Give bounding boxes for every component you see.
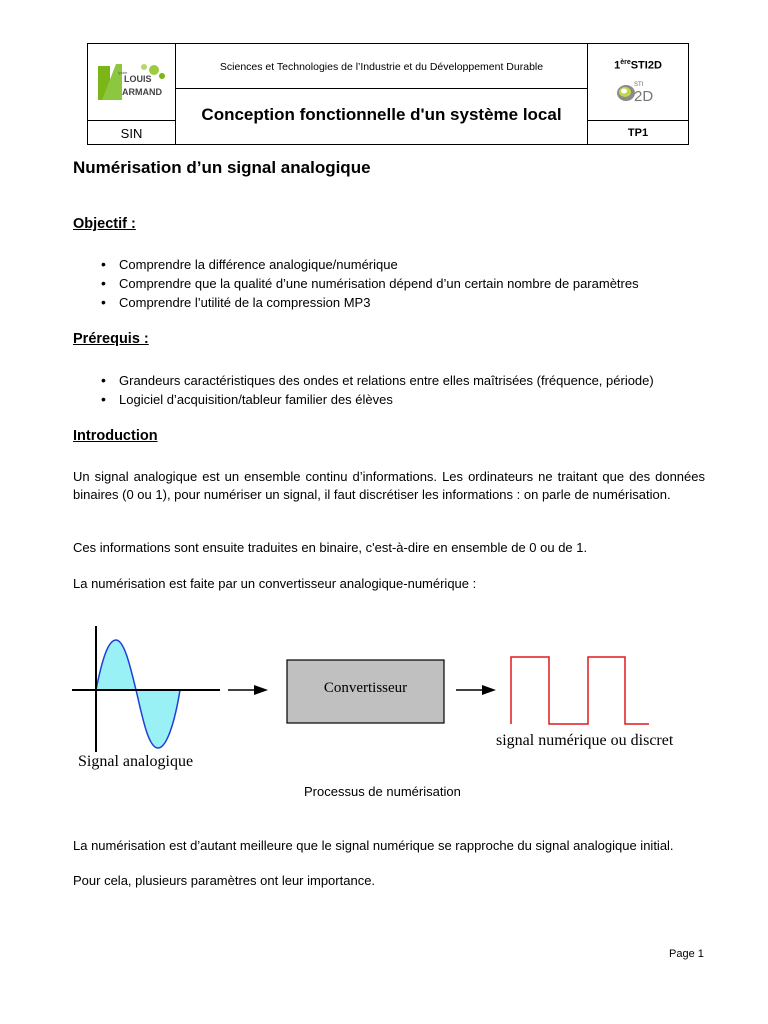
digital-signal-label: signal numérique ou discret (496, 732, 674, 749)
header-table (87, 43, 689, 145)
page-title: Numérisation d’un signal analogique (73, 158, 371, 177)
intro-paragraph-1: Un signal analogique est un ensemble continu d’informations. Les ordinateurs ne traitant que des données binaires (0 ou 1), pour numériser un signal, il faut discrétiser les informations : on parle de numérisation. (73, 469, 705, 502)
converter-label: Convertisseur (323, 680, 408, 696)
level-cell (587, 43, 689, 121)
list-item: • Comprendre l’utilité de la compression MP3 (73, 293, 639, 312)
sti2d-logo (614, 78, 674, 104)
page-number: Page 1 (669, 948, 704, 960)
title-cell (175, 88, 588, 145)
objectif-list (73, 255, 639, 312)
prerequis-heading: Prérequis : (73, 331, 149, 347)
tp-cell (587, 120, 689, 145)
section-label: SIN (120, 126, 143, 141)
arrow-to-converter (228, 685, 268, 695)
intro-paragraph-3: La numérisation est faite par un convertisseur analogique-numérique : (73, 576, 477, 591)
twod-text: 2D (634, 88, 654, 104)
list-item: • Comprendre que la qualité d’une numérisation dépend d’un certain nombre de paramètres (73, 274, 639, 293)
level-rest: STI2D (630, 59, 662, 72)
level-sup: ère (620, 59, 631, 66)
header-title: Conception fonctionnelle d'un système local (201, 105, 562, 124)
arrow-to-digital (456, 685, 496, 695)
school-logo (98, 62, 168, 104)
logo-text-louis: LOUIS (124, 74, 152, 84)
analog-signal-label: Signal analogique (78, 753, 194, 770)
tp-label: TP1 (627, 127, 649, 139)
list-item: • Grandeurs caractéristiques des ondes et relations entre elles maîtrisées (fréquence, période) (73, 371, 654, 390)
introduction-heading: Introduction (73, 428, 158, 444)
level-num: 1 (614, 59, 621, 72)
digital-signal (511, 657, 649, 724)
header-subtitle: Sciences et Technologies de l’Industrie et du Développement Durable (219, 61, 544, 73)
analog-signal-graph (72, 626, 220, 752)
section-cell (87, 120, 176, 145)
diagram-caption: Processus de numérisation (304, 784, 461, 799)
logo-text-lycee: lycée (118, 70, 128, 75)
prerequis-list (73, 371, 654, 409)
subtitle-cell (175, 43, 588, 89)
list-item: • Logiciel d’acquisition/tableur familier des élèves (73, 390, 654, 409)
logo-cell (87, 43, 176, 121)
sti-text: STI (634, 82, 644, 88)
analog-wave-fill (96, 640, 180, 748)
list-item: • Comprendre la différence analogique/numérique (73, 255, 639, 274)
level-label (588, 59, 688, 72)
objectif-heading: Objectif : (73, 216, 136, 232)
logo-text-armand: ARMAND (122, 87, 162, 97)
conclusion-paragraph-1: La numérisation est d’autant meilleure que le signal numérique se rapproche du signal analogique initial. (73, 838, 674, 853)
intro-paragraph-2: Ces informations sont ensuite traduites en binaire, c'est-à-dire en ensemble de 0 ou de 1. (73, 540, 588, 555)
conclusion-paragraph-2: Pour cela, plusieurs paramètres ont leur importance. (73, 873, 376, 888)
